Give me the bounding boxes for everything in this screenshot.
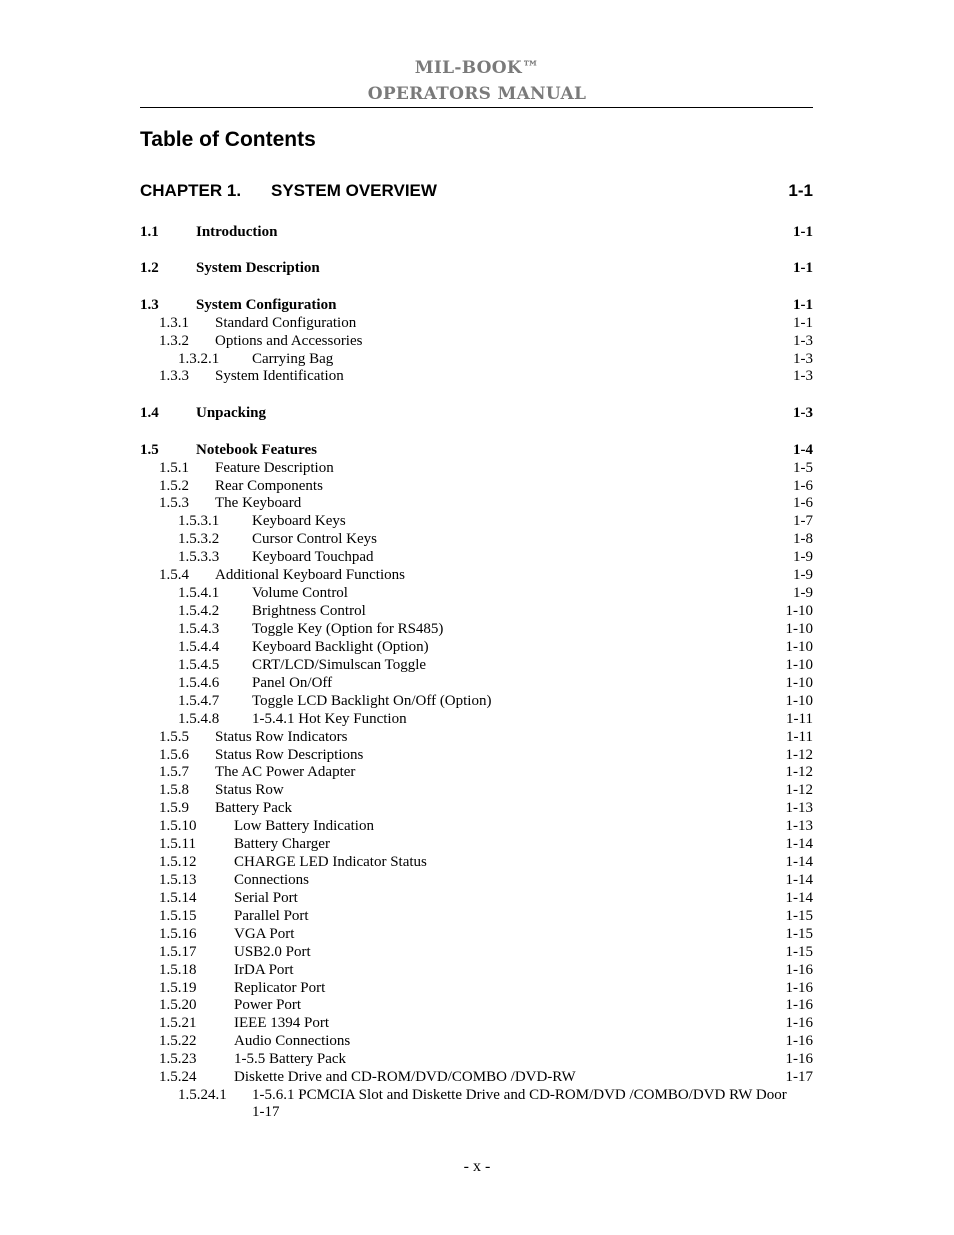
- toc-entry[interactable]: [140, 332, 813, 350]
- toc-entry-number: 1.5.16: [159, 926, 197, 942]
- toc-entry[interactable]: [140, 1050, 813, 1068]
- toc-entry[interactable]: [140, 602, 813, 620]
- toc-entry-page: 1-16: [785, 962, 813, 978]
- toc-entry-page: 1-3: [793, 333, 813, 349]
- toc-entry-number: 1.5.3.1: [178, 513, 220, 529]
- toc-entry[interactable]: [140, 1086, 813, 1104]
- toc-entry[interactable]: [140, 835, 813, 853]
- toc-entry-title: CHARGE LED Indicator Status: [234, 854, 427, 870]
- toc-entry-page: 1-13: [785, 818, 813, 834]
- toc-entry-page: 1-14: [785, 890, 813, 906]
- toc-entry-page: 1-4: [793, 442, 813, 458]
- page-number: - x -: [463, 1158, 491, 1175]
- toc-entry-title: IrDA Port: [234, 962, 294, 978]
- toc-entry-number: 1.5.3.2: [178, 531, 220, 547]
- toc-entry[interactable]: [140, 350, 813, 368]
- toc-entry-number: 1.5.4: [159, 567, 189, 583]
- toc-entry-title: Introduction: [196, 224, 278, 240]
- toc-entry[interactable]: [140, 259, 813, 277]
- toc-entry-page: 1-8: [793, 531, 813, 547]
- toc-entry-page: 1-13: [785, 800, 813, 816]
- toc-entry-page: 1-1: [793, 297, 813, 313]
- toc-entry[interactable]: [140, 943, 813, 961]
- toc-entry-page: 1-5: [793, 460, 813, 476]
- toc-entry-title: Volume Control: [252, 585, 348, 601]
- toc-entry-title: System Identification: [215, 368, 344, 384]
- toc-entry[interactable]: [140, 530, 813, 548]
- toc-entry-page: 1-1: [793, 224, 813, 240]
- manual-title-line1: MIL-BOOK™: [414, 58, 540, 78]
- toc-entry[interactable]: [140, 781, 813, 799]
- chapter-title: SYSTEM OVERVIEW: [271, 181, 437, 200]
- toc-entry-title: Diskette Drive and CD-ROM/DVD/COMBO /DVD-RW: [234, 1069, 576, 1085]
- toc-entry-title: Feature Description: [215, 460, 334, 476]
- toc-entry[interactable]: [140, 494, 813, 512]
- toc-entry[interactable]: [140, 620, 813, 638]
- toc-entry[interactable]: [140, 674, 813, 692]
- toc-entry[interactable]: [140, 584, 813, 602]
- toc-entry-page: 1-9: [793, 549, 813, 565]
- toc-entry-title: The Keyboard: [215, 495, 302, 511]
- toc-entry-title: Battery Charger: [234, 836, 330, 852]
- toc-entry[interactable]: [140, 296, 813, 314]
- toc-entry-title: Carrying Bag: [252, 351, 334, 367]
- toc-entry[interactable]: [140, 566, 813, 584]
- toc-entry-number: 1.5.17: [159, 944, 197, 960]
- toc-entry-title: Parallel Port: [234, 908, 309, 924]
- toc-entry-number: 1.5.12: [159, 854, 197, 870]
- toc-entry-title: Standard Configuration: [215, 315, 357, 331]
- toc-entry-number: 1.5.4.2: [178, 603, 220, 619]
- chapter-heading[interactable]: [140, 181, 813, 205]
- toc-entry-page: 1-16: [785, 1033, 813, 1049]
- toc-entry-title: 1-5.4.1 Hot Key Function: [252, 711, 407, 727]
- toc-entry-number: 1.5.3: [159, 495, 189, 511]
- toc-entry-page: 1-10: [785, 621, 813, 637]
- toc-entry-number: 1.5.4.4: [178, 639, 220, 655]
- toc-entry-number: 1.5.5: [159, 729, 189, 745]
- toc-entry-number: 1.5.14: [159, 890, 197, 906]
- toc-entry-title: 1-5.5 Battery Pack: [234, 1051, 347, 1067]
- toc-entry-title: Connections: [234, 872, 309, 888]
- toc-entry[interactable]: [140, 728, 813, 746]
- toc-entry-page: 1-6: [793, 495, 813, 511]
- toc-entry-number: 1.5.4.5: [178, 657, 220, 673]
- page-title: Table of Contents: [140, 128, 316, 151]
- toc-entry-number: 1.1: [140, 224, 159, 240]
- header-rule: [140, 107, 813, 108]
- toc-entry-title: Keyboard Touchpad: [252, 549, 374, 565]
- toc-entry-title: Battery Pack: [215, 800, 293, 816]
- toc-entry[interactable]: [140, 638, 813, 656]
- toc-entry[interactable]: [140, 223, 813, 241]
- toc-entry-page: 1-15: [785, 908, 813, 924]
- chapter-page: 1-1: [788, 181, 813, 200]
- toc-entry-title: Serial Port: [234, 890, 298, 906]
- toc-entry-page: 1-11: [786, 729, 813, 745]
- toc-entry[interactable]: [140, 314, 813, 332]
- toc-entry-page: 1-9: [793, 585, 813, 601]
- toc-entry[interactable]: [140, 853, 813, 871]
- toc-entry-number: 1.3: [140, 297, 159, 313]
- toc-entry-number: 1.5.20: [159, 997, 197, 1013]
- toc-entry-page: 1-14: [785, 872, 813, 888]
- toc-entry-title: Status Row: [215, 782, 284, 798]
- toc-entry-number: 1.5.9: [159, 800, 189, 816]
- toc-entry-title: Keyboard Keys: [252, 513, 346, 529]
- toc-entry-number: 1.5.13: [159, 872, 197, 888]
- toc-entry-number: 1.3.2: [159, 333, 189, 349]
- toc-entry-title: USB2.0 Port: [234, 944, 311, 960]
- toc-entry-page: 1-14: [785, 854, 813, 870]
- toc-entry-number: 1.2: [140, 260, 159, 276]
- toc-entry-title: Power Port: [234, 997, 302, 1013]
- toc-entry[interactable]: [140, 548, 813, 566]
- toc-entry-page: 1-17: [785, 1069, 813, 1085]
- toc-entry-page: 1-12: [785, 782, 813, 798]
- toc-entry-page: 1-10: [785, 693, 813, 709]
- toc-entry-number: 1.5.1: [159, 460, 189, 476]
- toc-entry-number: 1.3.3: [159, 368, 189, 384]
- toc-entry-number: 1.5.24.1: [178, 1087, 227, 1103]
- toc-entry-page: 1-12: [785, 764, 813, 780]
- toc-entry-page: 1-1: [793, 260, 813, 276]
- toc-entry-number: 1.5: [140, 442, 159, 458]
- toc-entry-page: 1-15: [785, 944, 813, 960]
- toc-entry[interactable]: [140, 817, 813, 835]
- toc-entry-title: Replicator Port: [234, 980, 326, 996]
- toc-entry-title: Rear Components: [215, 478, 323, 494]
- toc-entry-title: The AC Power Adapter: [215, 764, 356, 780]
- toc-entry[interactable]: [140, 1068, 813, 1086]
- toc-entry-title: Unpacking: [196, 405, 267, 421]
- toc-entry[interactable]: [140, 692, 813, 710]
- toc-entry-number: 1.3.1: [159, 315, 189, 331]
- toc-entry-title: IEEE 1394 Port: [234, 1015, 329, 1031]
- toc-entry-page: 1-1: [793, 315, 813, 331]
- toc-entry-number: 1.4: [140, 405, 159, 421]
- toc-entry-title: System Description: [196, 260, 320, 276]
- toc-entry[interactable]: [140, 441, 813, 459]
- toc-entry-number: 1.3.2.1: [178, 351, 220, 367]
- toc-entry-number: 1.5.4.8: [178, 711, 220, 727]
- toc-entry-number: 1.5.4.1: [178, 585, 220, 601]
- toc-entry-page: 1-11: [786, 711, 813, 727]
- toc-entry-title: Status Row Descriptions: [215, 747, 364, 763]
- toc-entry-page: 1-3: [793, 351, 813, 367]
- toc-entry-number: 1.5.23: [159, 1051, 197, 1067]
- toc-entry[interactable]: [140, 1014, 813, 1032]
- toc-entry-number: 1.5.4.7: [178, 693, 220, 709]
- toc-entry[interactable]: [140, 367, 813, 385]
- toc-entry-number: 1.5.22: [159, 1033, 197, 1049]
- toc-entry-title: Keyboard Backlight (Option): [252, 639, 429, 655]
- toc-entry-title: Options and Accessories: [215, 333, 363, 349]
- toc-entry-page: 1-16: [785, 1015, 813, 1031]
- toc-entry[interactable]: [140, 979, 813, 997]
- toc-entry-page: 1-17: [252, 1104, 280, 1120]
- toc-entry-page: 1-3: [793, 405, 813, 421]
- toc-entry[interactable]: [140, 656, 813, 674]
- toc-entry-page: 1-16: [785, 997, 813, 1013]
- toc-entry[interactable]: [140, 763, 813, 781]
- toc-entry-page: 1-6: [793, 478, 813, 494]
- toc-entry[interactable]: [140, 477, 813, 495]
- manual-title-line2: OPERATORS MANUAL: [367, 84, 587, 104]
- toc-entry-page: 1-10: [785, 603, 813, 619]
- toc-entry-title: Brightness Control: [252, 603, 366, 619]
- toc-entry-number: 1.5.2: [159, 478, 189, 494]
- toc-entry-title: System Configuration: [196, 297, 337, 313]
- toc-entry-title: Notebook Features: [196, 442, 317, 458]
- toc-entry-title: Cursor Control Keys: [252, 531, 377, 547]
- toc-entry[interactable]: [140, 404, 813, 422]
- toc-entry-page: 1-12: [785, 747, 813, 763]
- toc-entry-number: 1.5.24: [159, 1069, 197, 1085]
- toc-entry-number: 1.5.4.6: [178, 675, 220, 691]
- toc-entry-number: 1.5.15: [159, 908, 197, 924]
- toc-entry-title: Additional Keyboard Functions: [215, 567, 405, 583]
- toc-entry-page: 1-10: [785, 675, 813, 691]
- toc-entry-number: 1.5.18: [159, 962, 197, 978]
- toc-entry-page: 1-14: [785, 836, 813, 852]
- toc-entry-number: 1.5.10: [159, 818, 197, 834]
- toc-entry-title: 1-5.6.1 PCMCIA Slot and Diskette Drive and CD-ROM/DVD /COMBO/DVD RW Door: [252, 1087, 787, 1103]
- toc-entry-title: Toggle Key (Option for RS485): [252, 621, 444, 637]
- toc-entry[interactable]: [140, 871, 813, 889]
- toc-entry-title: Audio Connections: [234, 1033, 351, 1049]
- toc-entry[interactable]: [140, 907, 813, 925]
- toc-entry[interactable]: [140, 961, 813, 979]
- toc-entry-number: 1.5.6: [159, 747, 189, 763]
- toc-entry[interactable]: [140, 996, 813, 1014]
- toc-entry-page: 1-15: [785, 926, 813, 942]
- chapter-number: CHAPTER 1.: [140, 181, 242, 200]
- toc-entry-page: 1-9: [793, 567, 813, 583]
- toc-entry-number: 1.5.11: [159, 836, 196, 852]
- toc-entry[interactable]: [140, 710, 813, 728]
- toc-entry-page: 1-16: [785, 980, 813, 996]
- toc-entry-page: 1-10: [785, 657, 813, 673]
- toc-entry-number: 1.5.21: [159, 1015, 197, 1031]
- toc-entry[interactable]: [140, 1032, 813, 1050]
- toc-entry-page: 1-3: [793, 368, 813, 384]
- toc-entry-page: 1-10: [785, 639, 813, 655]
- toc-entry[interactable]: [140, 889, 813, 907]
- toc-entry[interactable]: [140, 459, 813, 477]
- toc-entry[interactable]: [140, 746, 813, 764]
- toc-entry[interactable]: [140, 799, 813, 817]
- toc-entry-number: 1.5.19: [159, 980, 197, 996]
- toc-entry-title: VGA Port: [234, 926, 295, 942]
- toc-entry-title: Panel On/Off: [252, 675, 333, 691]
- toc-entry-title: Toggle LCD Backlight On/Off (Option): [252, 693, 492, 709]
- toc-entry-number: 1.5.8: [159, 782, 189, 798]
- toc-entry-title: Status Row Indicators: [215, 729, 348, 745]
- toc-entry-page: 1-16: [785, 1051, 813, 1067]
- toc-entry-title: Low Battery Indication: [234, 818, 374, 834]
- toc-entry-number: 1.5.7: [159, 764, 189, 780]
- toc-entry-title: CRT/LCD/Simulscan Toggle: [252, 657, 427, 673]
- toc-entry-number: 1.5.4.3: [178, 621, 220, 637]
- toc-entry-number: 1.5.3.3: [178, 549, 220, 565]
- toc-entry[interactable]: [140, 512, 813, 530]
- toc-entry[interactable]: [140, 925, 813, 943]
- toc-entry-page: 1-7: [793, 513, 813, 529]
